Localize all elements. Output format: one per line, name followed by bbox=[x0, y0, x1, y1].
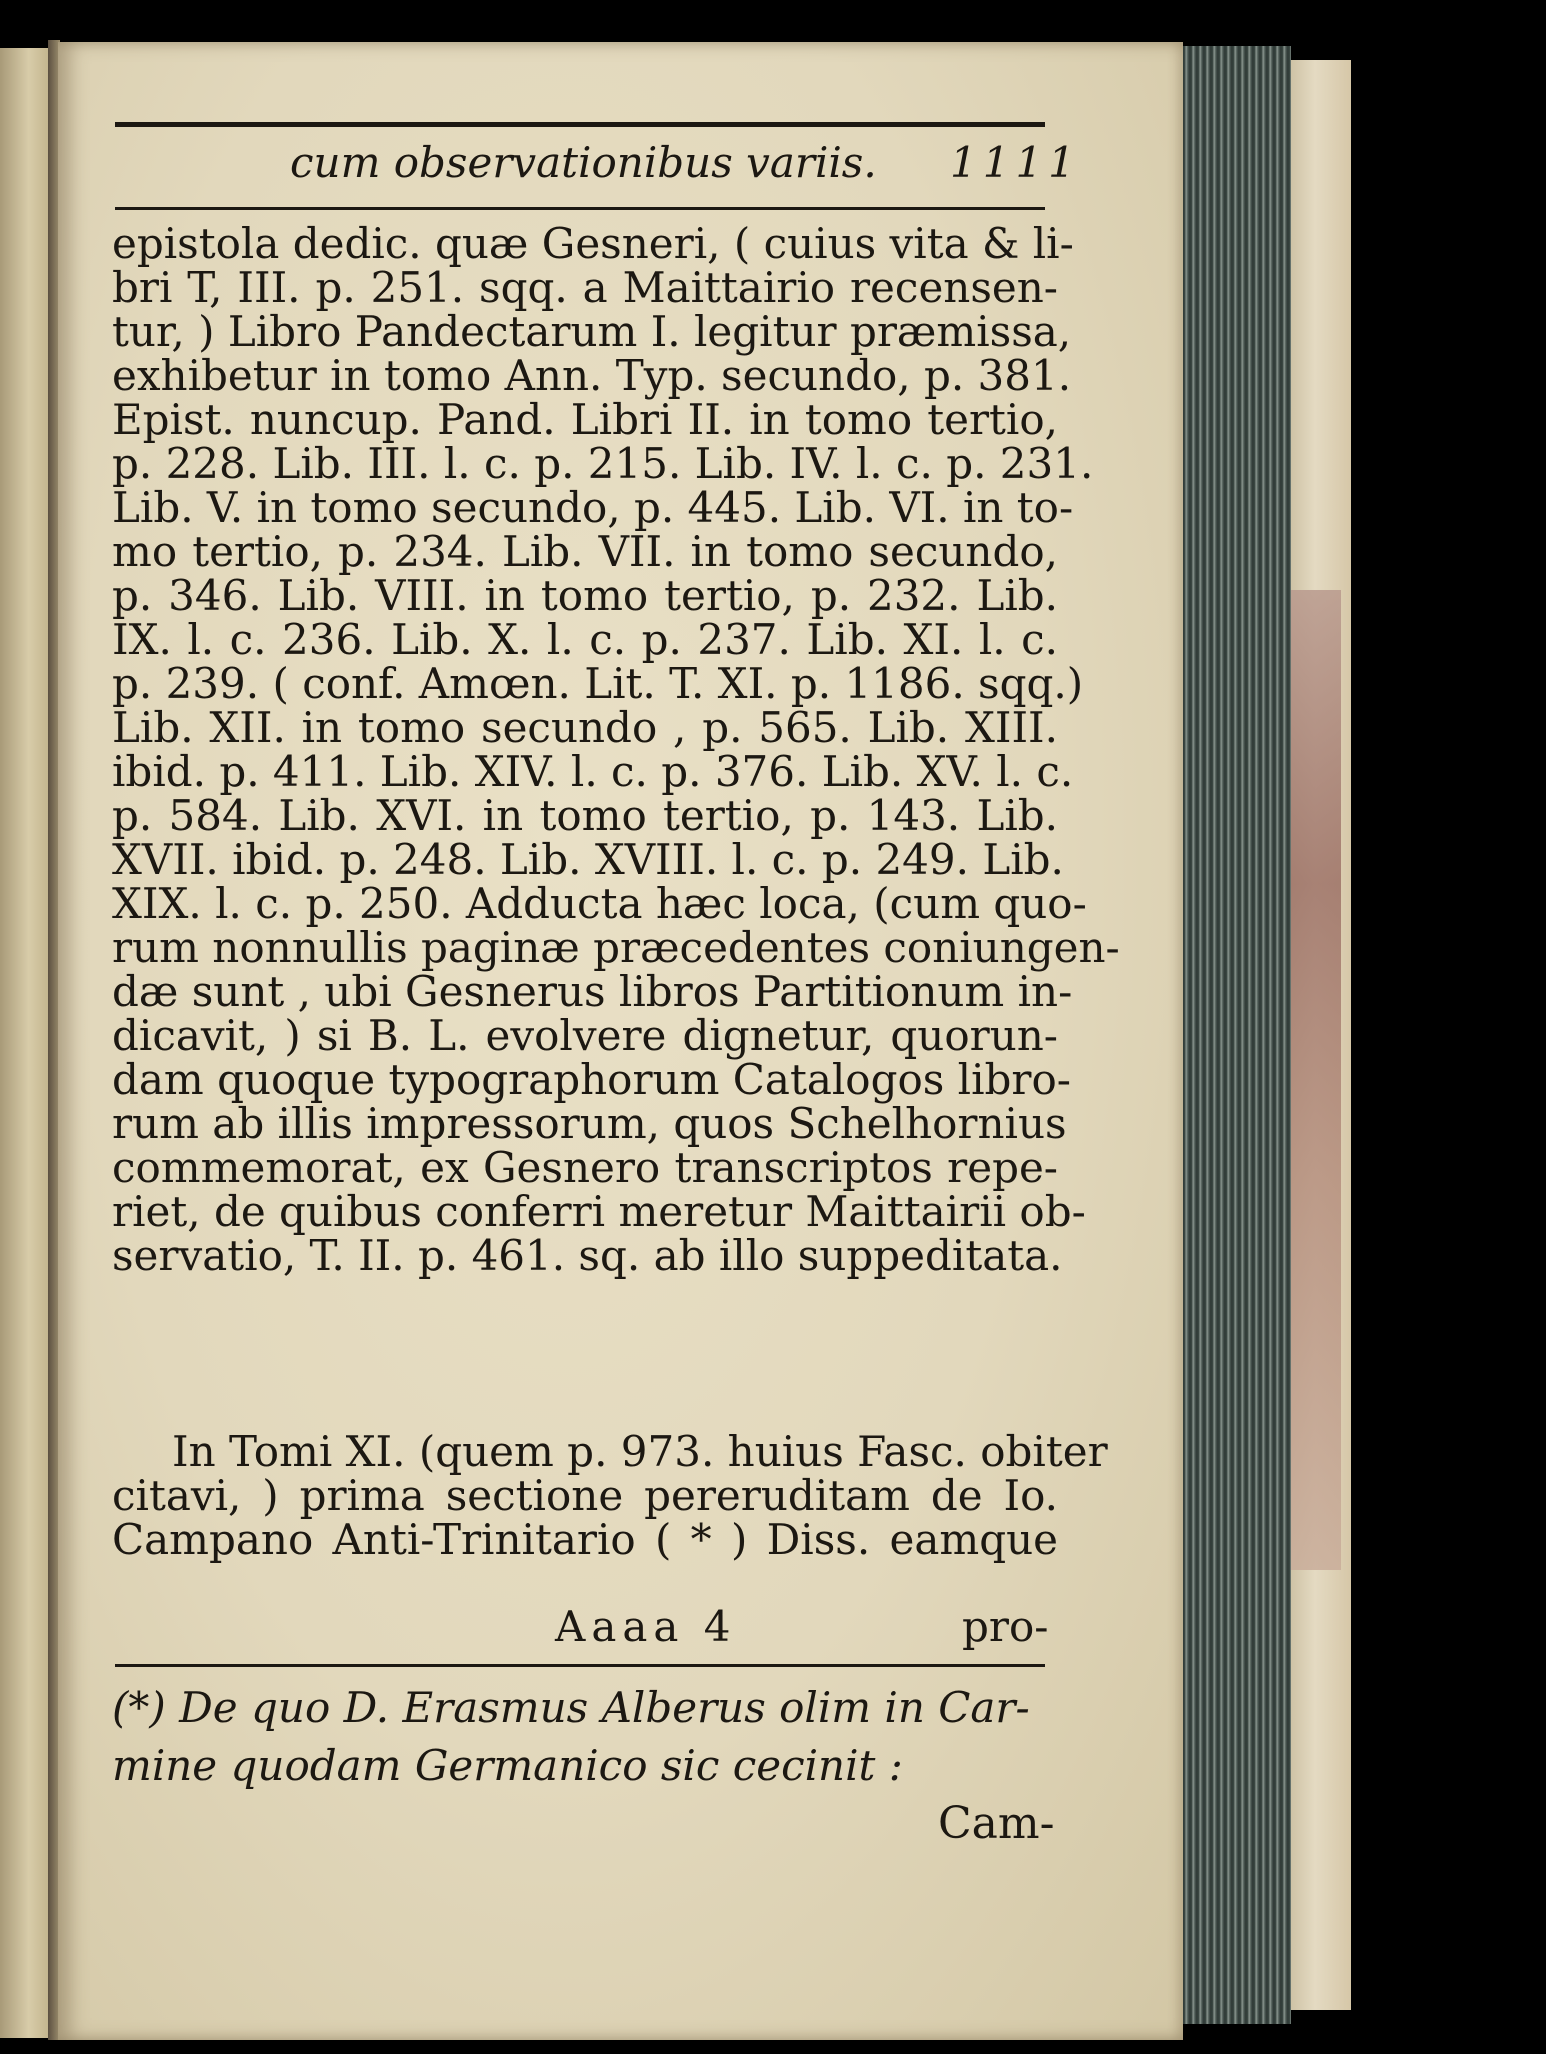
text-line: bri T, III. p. 251. sqq. a Maittairio recensen- bbox=[112, 263, 1058, 312]
text-line: servatio, T. II. p. 461. sq. ab illo suppeditata. bbox=[112, 1231, 1063, 1280]
text-line: In Tomi XI. (quem p. 973. huius Fasc. obiter bbox=[172, 1427, 1108, 1476]
previous-page-edge bbox=[0, 48, 48, 2038]
footnote-line: mine quodam Germanico sic cecinit : bbox=[112, 1741, 903, 1790]
text-line: dicavit, ) si B. L. evolvere dignetur, quorun- bbox=[112, 1011, 1058, 1060]
text-line: dam quoque typographorum Catalogos libro- bbox=[112, 1055, 1071, 1104]
text-line: rum nonnullis paginæ præcedentes coniungen- bbox=[112, 923, 1120, 972]
header-rule-bottom bbox=[115, 207, 1045, 210]
text-line: p. 239. ( conf. Amœn. Lit. T. XI. p. 1186. sqq.) bbox=[112, 659, 1084, 708]
text-line: citavi, ) prima sectione pereruditam de Io. bbox=[112, 1471, 1058, 1520]
page-block-edges bbox=[1183, 46, 1291, 2024]
text-line: tur, ) Libro Pandectarum I. legitur præmissa, bbox=[112, 307, 1072, 356]
footnote-rule bbox=[115, 1664, 1045, 1667]
text-line: exhibetur in tomo Ann. Typ. secundo, p. 381. bbox=[112, 351, 1072, 400]
running-title: cum observationibus variis. bbox=[290, 138, 877, 187]
signature-mark: Aaaa 4 bbox=[555, 1602, 737, 1651]
footnote-line: (*) De quo D. Erasmus Alberus olim in Car- bbox=[112, 1683, 1030, 1732]
text-line: ibid. p. 411. Lib. XIV. l. c. p. 376. Lib. XV. l. c. bbox=[112, 747, 1074, 796]
text-line: XVII. ibid. p. 248. Lib. XVIII. l. c. p. 249. Lib. bbox=[112, 835, 1064, 884]
text-line: Campano Anti-Trinitario ( * ) Diss. eamque bbox=[112, 1515, 1058, 1564]
text-line: XIX. l. c. p. 250. Adducta hæc loca, (cum quo- bbox=[112, 879, 1087, 928]
header-rule-top bbox=[115, 122, 1045, 127]
text-line: p. 346. Lib. VIII. in tomo tertio, p. 232. Lib. bbox=[112, 571, 1058, 620]
text-line: p. 228. Lib. III. l. c. p. 215. Lib. IV. l. c. p. 231. bbox=[112, 439, 1094, 488]
text-line: Lib. XII. in tomo secundo , p. 565. Lib. XIII. bbox=[112, 703, 1058, 752]
text-line: dæ sunt , ubi Gesnerus libros Partitionum in- bbox=[112, 967, 1073, 1016]
text-line: mo tertio, p. 234. Lib. VII. in tomo secundo, bbox=[112, 527, 1058, 576]
text-line: p. 584. Lib. XVI. in tomo tertio, p. 143. Lib. bbox=[112, 791, 1058, 840]
text-line: Epist. nuncup. Pand. Libri II. in tomo tertio, bbox=[112, 395, 1058, 444]
catchword: pro- bbox=[962, 1602, 1049, 1651]
text-line: IX. l. c. 236. Lib. X. l. c. p. 237. Lib. XI. l. c. bbox=[112, 615, 1058, 664]
cover-stain bbox=[1291, 590, 1341, 1570]
page-number: 1111 bbox=[950, 138, 1081, 187]
text-line: riet, de quibus conferri meretur Maittairii ob- bbox=[112, 1187, 1086, 1236]
text-line: epistola dedic. quæ Gesneri, ( cuius vita & li- bbox=[112, 219, 1074, 268]
text-line: rum ab illis impressorum, quos Schelhornius bbox=[112, 1099, 1067, 1148]
text-line: Lib. V. in tomo secundo, p. 445. Lib. VI. in to- bbox=[112, 483, 1074, 532]
footnote-catchword: Cam- bbox=[938, 1798, 1055, 1849]
text-line: commemorat, ex Gesnero transcriptos repe- bbox=[112, 1143, 1058, 1192]
